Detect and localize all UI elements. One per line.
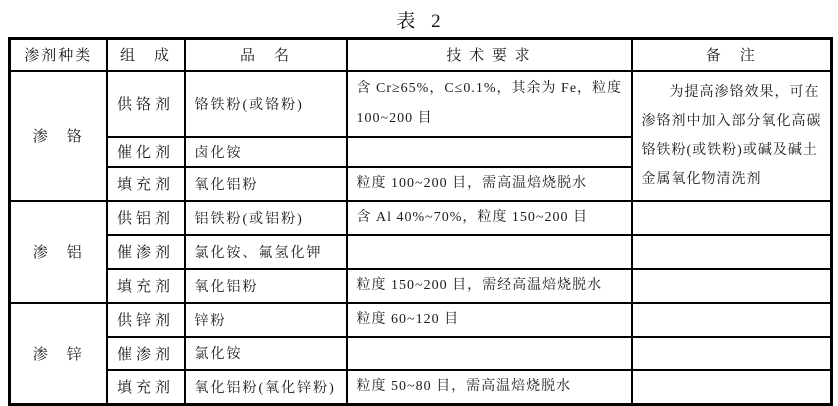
cell-product: 铬铁粉(或铬粉) bbox=[185, 71, 347, 137]
header-row bbox=[10, 39, 832, 71]
group-type-zincizing: 渗 锌 bbox=[10, 303, 107, 405]
table-row bbox=[10, 235, 832, 269]
column-header-product: 品 名 bbox=[185, 39, 347, 71]
cell-remark bbox=[632, 370, 832, 405]
cell-remark bbox=[632, 201, 832, 235]
cell-composition: 催化剂 bbox=[107, 137, 185, 167]
column-header-composition: 组 成 bbox=[107, 39, 185, 71]
cell-product: 卤化铵 bbox=[185, 137, 347, 167]
cell-requirement: 含 Al 40%~70%，粒度 150~200 目 bbox=[347, 201, 632, 235]
cell-composition: 供铝剂 bbox=[107, 201, 185, 235]
cell-requirement bbox=[347, 137, 632, 167]
cell-remark bbox=[632, 269, 832, 303]
cell-requirement: 粒度 60~120 目 bbox=[347, 303, 632, 337]
cell-composition: 供铬剂 bbox=[107, 71, 185, 137]
cell-requirement: 粒度 100~200 目，需高温焙烧脱水 bbox=[347, 167, 632, 201]
cell-composition: 填充剂 bbox=[107, 269, 185, 303]
table-row bbox=[10, 303, 832, 337]
cell-remark bbox=[632, 235, 832, 269]
table-row bbox=[10, 71, 832, 137]
table-row bbox=[10, 201, 832, 235]
cell-remark bbox=[632, 303, 832, 337]
cell-product: 氧化铝粉(氧化锌粉) bbox=[185, 370, 347, 405]
column-header-requirement: 技 术 要 求 bbox=[347, 39, 632, 71]
cell-composition: 供锌剂 bbox=[107, 303, 185, 337]
table-row bbox=[10, 269, 832, 303]
group-type-aluminizing: 渗 铝 bbox=[10, 201, 107, 303]
table-title: 表 2 bbox=[396, 11, 442, 32]
cell-remark-chromizing: 为提高渗铬效果，可在渗铬剂中加入部分氧化高碳铬铁粉(或铁粉)或碱及碱土金属氧化物清洗剂 bbox=[632, 71, 832, 201]
penetrant-spec-table bbox=[8, 37, 833, 406]
cell-composition: 填充剂 bbox=[107, 167, 185, 201]
cell-composition: 填充剂 bbox=[107, 370, 185, 405]
table-row bbox=[10, 370, 832, 405]
cell-product: 氯化铵 bbox=[185, 337, 347, 370]
cell-composition: 催渗剂 bbox=[107, 337, 185, 370]
cell-requirement: 粒度 50~80 目，需高温焙烧脱水 bbox=[347, 370, 632, 405]
cell-requirement bbox=[347, 235, 632, 269]
cell-product: 氧化铝粉 bbox=[185, 167, 347, 201]
cell-product: 铝铁粉(或铝粉) bbox=[185, 201, 347, 235]
cell-requirement: 含 Cr≥65%，C≤0.1%，其余为 Fe，粒度 100~200 目 bbox=[347, 71, 632, 137]
cell-product: 氯化铵、氟氢化钾 bbox=[185, 235, 347, 269]
cell-remark bbox=[632, 337, 832, 370]
column-header-type: 渗剂种类 bbox=[10, 39, 107, 71]
column-header-remark: 备 注 bbox=[632, 39, 832, 71]
table-row bbox=[10, 337, 832, 370]
cell-product: 氧化铝粉 bbox=[185, 269, 347, 303]
cell-composition: 催渗剂 bbox=[107, 235, 185, 269]
cell-requirement bbox=[347, 337, 632, 370]
cell-requirement: 粒度 150~200 目，需经高温焙烧脱水 bbox=[347, 269, 632, 303]
cell-product: 锌粉 bbox=[185, 303, 347, 337]
group-type-chromizing: 渗 铬 bbox=[10, 71, 107, 201]
